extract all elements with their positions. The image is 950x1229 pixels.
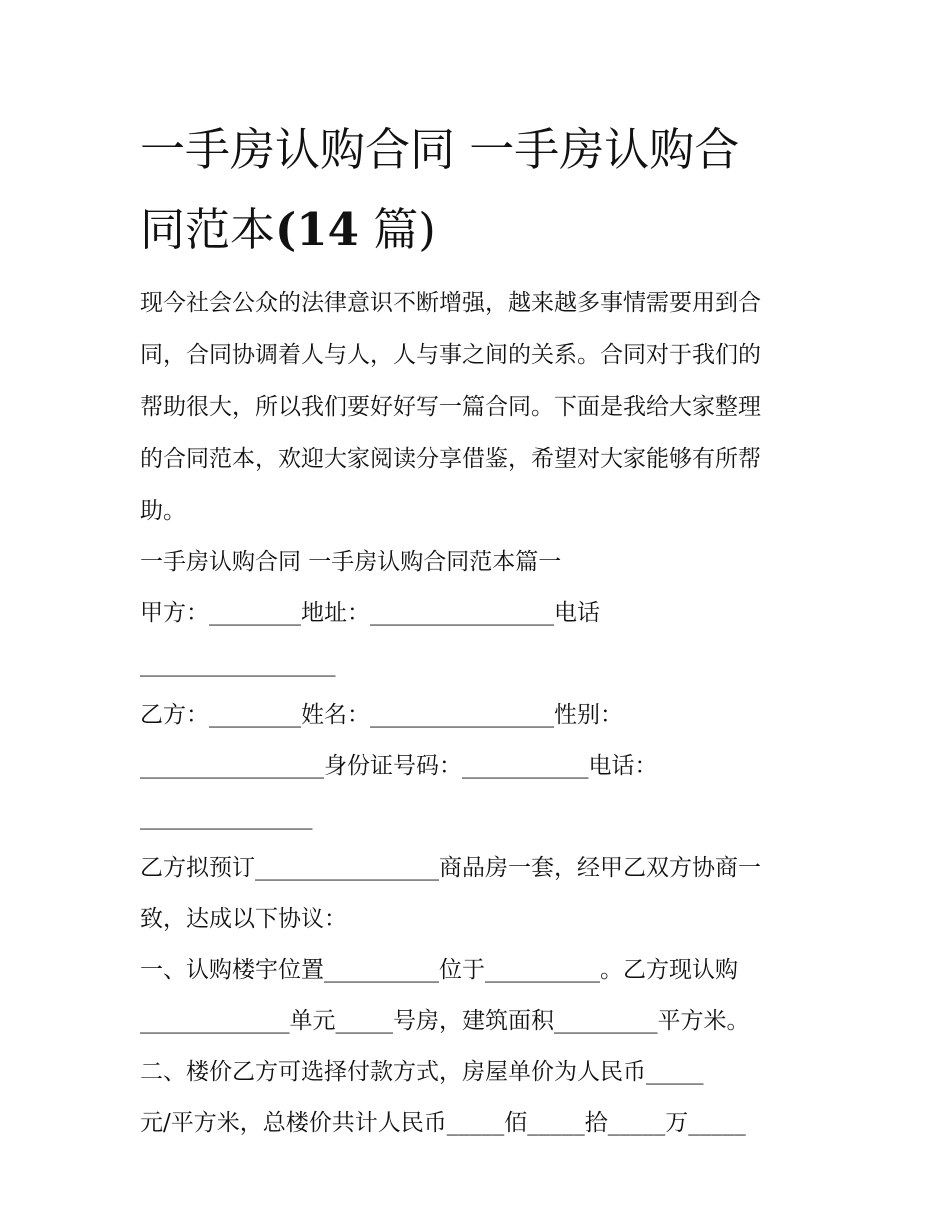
intro-paragraph bbox=[140, 277, 820, 537]
party-b-phone-blank: _______________ bbox=[140, 804, 313, 830]
party-b-id-line: ________________身份证号码：___________电话： bbox=[140, 753, 658, 779]
intro-line-2: 同，合同协调着人与人，人与事之间的关系。合同对于我们的 bbox=[140, 342, 761, 368]
intro-line-1: 现今社会公众的法律意识不断增强，越来越多事情需要用到合 bbox=[140, 290, 761, 316]
section-heading: 一手房认购合同 一手房认购合同范本篇一 bbox=[140, 549, 562, 575]
intro-line-3: 帮助很大，所以我们要好好写一篇合同。下面是我给大家整理 bbox=[140, 394, 761, 420]
title-count-suffix: 篇) bbox=[358, 203, 436, 256]
title-line-2-text: 同范本 bbox=[140, 203, 276, 256]
title-count: (14 bbox=[275, 203, 359, 256]
document-body bbox=[140, 277, 820, 1149]
document-title bbox=[140, 110, 820, 270]
agreement-line: 致，达成以下协议： bbox=[140, 906, 347, 932]
intro-line-4: 的合同范本，欢迎大家阅读分享借鉴，希望对大家能够有所帮 bbox=[140, 446, 761, 472]
party-a-line: 甲方：________地址：________________电话 bbox=[140, 600, 600, 626]
clause-1-line-1: 一、认购楼宇位置__________位于__________。乙方现认购 bbox=[140, 957, 738, 983]
clause-2-line-1: 二、楼价乙方可选择付款方式，房屋单价为人民币_____ bbox=[140, 1059, 704, 1085]
party-a-phone-blank: _________________ bbox=[140, 651, 336, 677]
clause-2-line-2: 元/平方米，总楼价共计人民币_____佰_____拾_____万_____ bbox=[140, 1110, 746, 1136]
preorder-line: 乙方拟预订________________商品房一套，经甲乙双方协商一 bbox=[140, 855, 761, 881]
party-b-line: 乙方：________姓名：________________性别： bbox=[140, 702, 623, 728]
clause-1-line-2: _____________单元_____号房，建筑面积_________平方米。 bbox=[140, 1008, 750, 1034]
intro-line-5: 助。 bbox=[140, 498, 186, 524]
title-line-1: 一手房认购合同 一手房认购合 bbox=[140, 123, 740, 176]
